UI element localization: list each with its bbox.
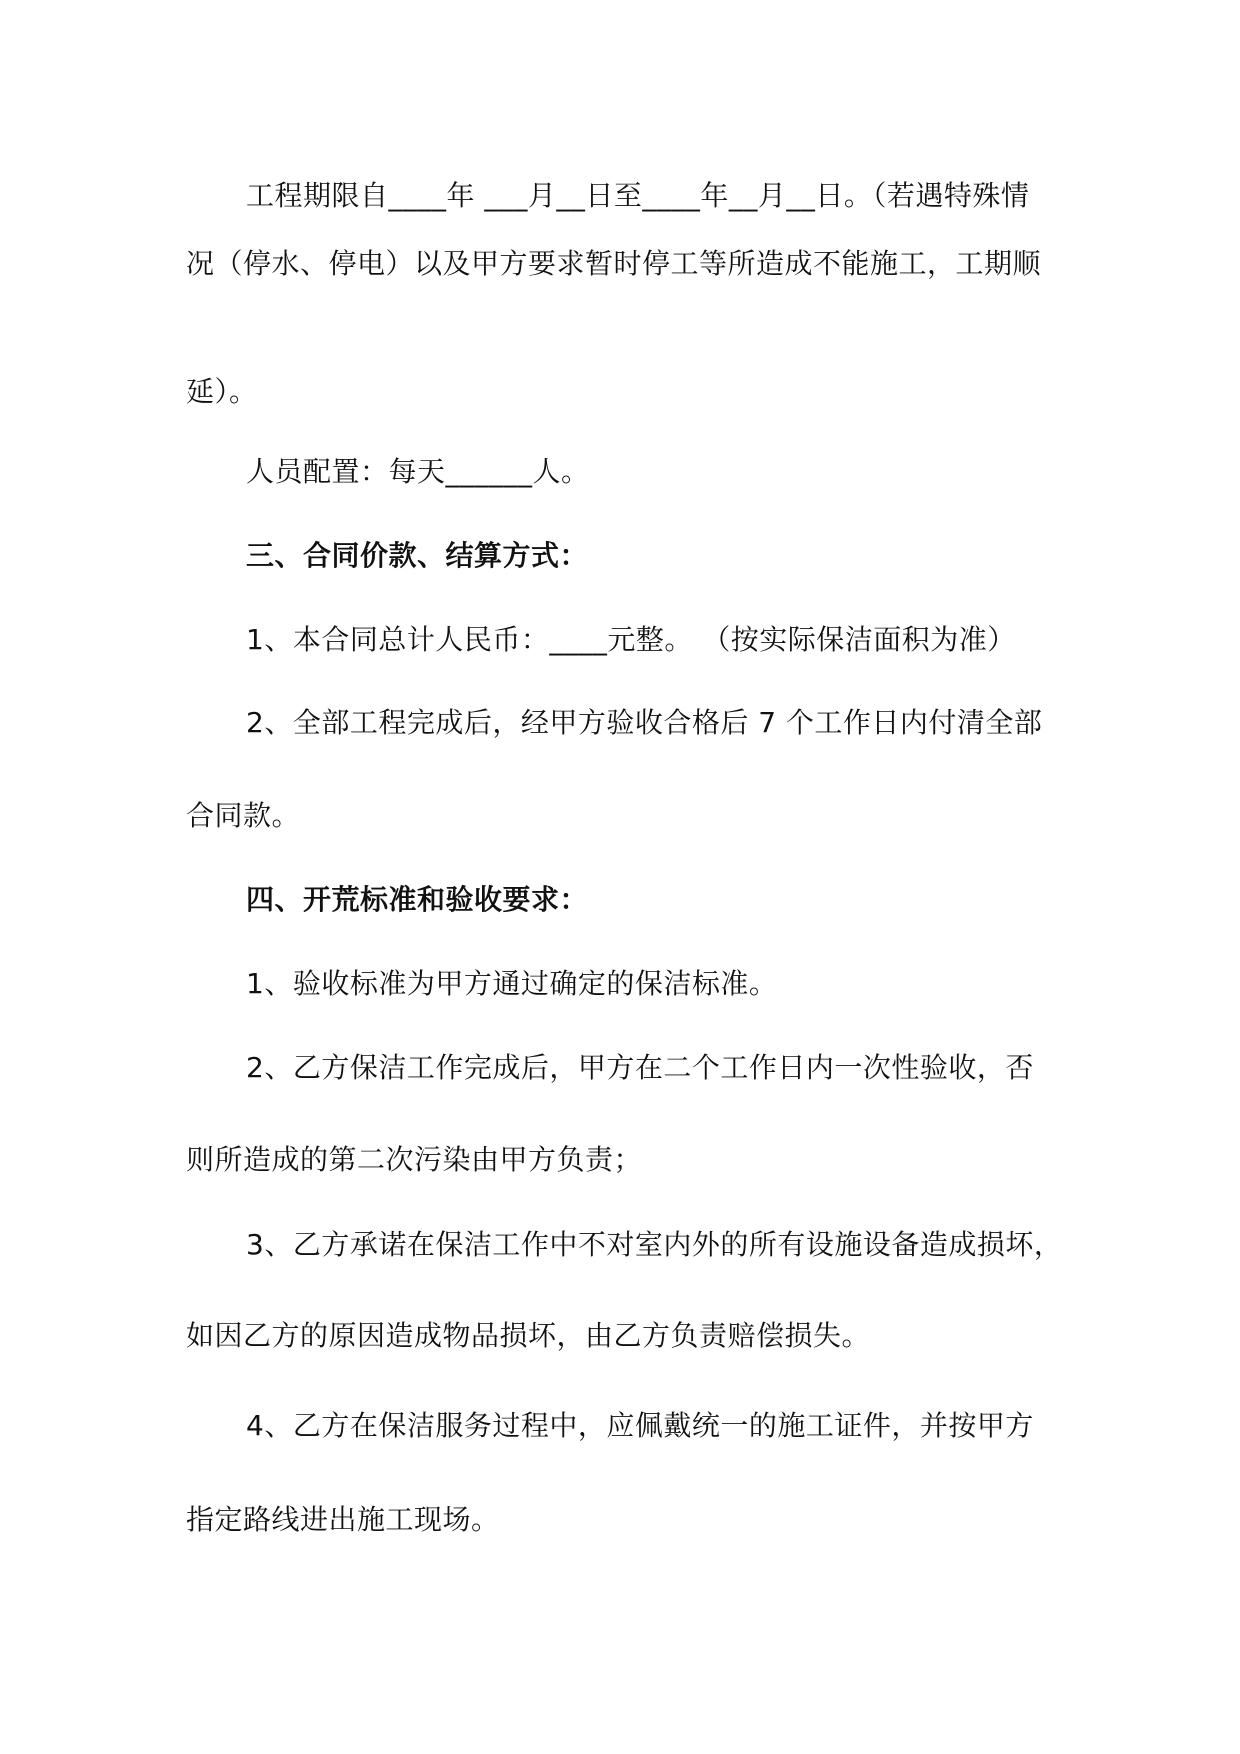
paragraph-line: 如因乙方的原因造成物品损坏，由乙方负责赔偿损失。 [186, 1319, 871, 1352]
paragraph-line: 1、验收标准为甲方通过确定的保洁标准。 [246, 967, 778, 1000]
paragraph-line: 合同款。 [186, 799, 301, 832]
paragraph-line: 工程期限自____年 ___月__日至____年__月__日。（若遇特殊情 [246, 179, 1030, 212]
paragraph-line: 则所造成的第二次污染由甲方负责； [186, 1143, 643, 1176]
paragraph-line: 人员配置：每天______人。 [246, 455, 590, 488]
paragraph-line: 2、全部工程完成后，经甲方验收合格后 7 个工作日内付清全部 [246, 706, 1043, 739]
paragraph-line: 3、乙方承诺在保洁工作中不对室内外的所有设施设备造成损坏， [246, 1228, 1063, 1261]
paragraph-line: 况（停水、停电）以及甲方要求暂时停工等所造成不能施工，工期顺 [186, 247, 1042, 280]
paragraph-line: 2、乙方保洁工作完成后，甲方在二个工作日内一次性验收，否 [246, 1051, 1034, 1084]
section-heading: 三、合同价款、结算方式： [246, 539, 589, 572]
paragraph-line: 指定路线进出施工现场。 [186, 1503, 500, 1536]
section-heading: 四、开荒标准和验收要求： [246, 883, 589, 916]
paragraph-line: 4、乙方在保洁服务过程中，应佩戴统一的施工证件，并按甲方 [246, 1409, 1034, 1442]
paragraph-line: 1、本合同总计人民币：____元整。 （按实际保洁面积为准） [246, 623, 1016, 656]
paragraph-line: 延）。 [186, 375, 258, 408]
